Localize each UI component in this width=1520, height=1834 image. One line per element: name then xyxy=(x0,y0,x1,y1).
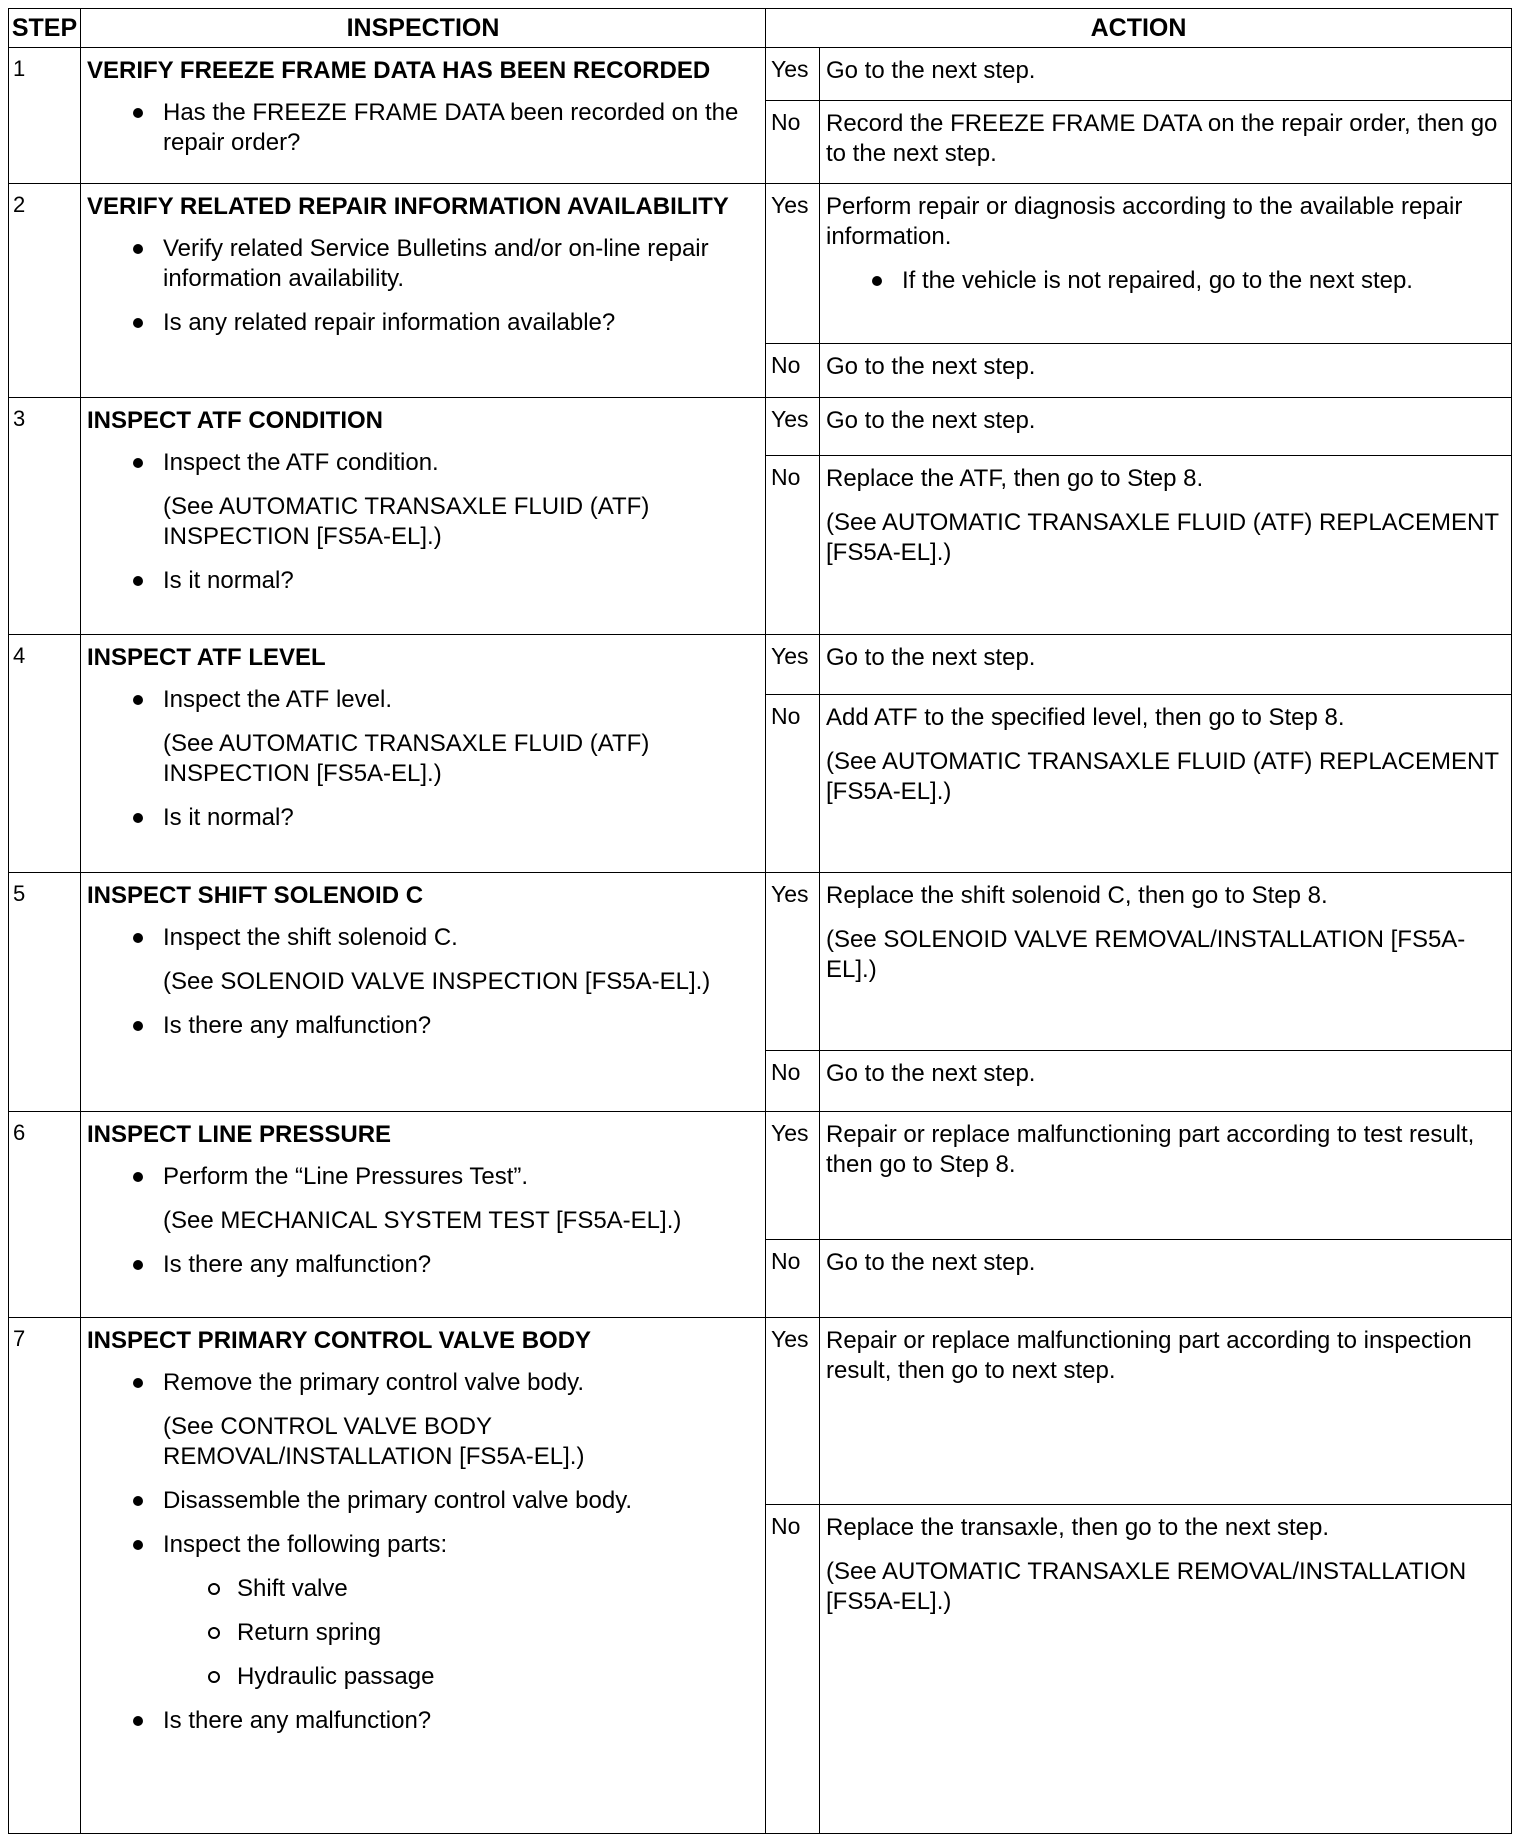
reference-text: (See MECHANICAL SYSTEM TEST [FS5A-EL].) xyxy=(163,1207,682,1234)
header-row xyxy=(9,9,1512,48)
no-label: No xyxy=(766,456,820,635)
sub-bullet: Return spring xyxy=(87,1618,753,1648)
bullet: Inspect the ATF level. xyxy=(87,685,753,715)
action-text: Replace the transaxle, then go to the next step. xyxy=(826,1514,1329,1541)
action-text: Go to the next step. xyxy=(826,1060,1036,1087)
header-action: ACTION xyxy=(766,9,1512,48)
step-number: 6 xyxy=(9,1112,81,1318)
step-3-yes-row xyxy=(9,398,1512,456)
yes-action xyxy=(820,398,1512,456)
sub-bullet: Hydraulic passage xyxy=(87,1662,753,1692)
diagnostic-procedure-sheet xyxy=(8,8,1511,1819)
yes-action xyxy=(820,1112,1512,1240)
no-label: No xyxy=(766,695,820,873)
action-text: Repair or replace malfunctioning part according to inspection result, then go to next step. xyxy=(826,1327,1472,1384)
bullet: Inspect the following parts: xyxy=(87,1530,753,1560)
no-action xyxy=(820,344,1512,398)
bullet: Perform the “Line Pressures Test”. xyxy=(87,1162,753,1192)
step-number: 1 xyxy=(9,48,81,184)
step-title: INSPECT PRIMARY CONTROL VALVE BODY xyxy=(87,1327,592,1354)
action-bullet: If the vehicle is not repaired, go to the next step. xyxy=(826,266,1505,296)
step-title: VERIFY RELATED REPAIR INFORMATION AVAILABILITY xyxy=(87,193,729,220)
no-label: No xyxy=(766,1051,820,1112)
action-text: Go to the next step. xyxy=(826,57,1036,84)
action-reference: (See AUTOMATIC TRANSAXLE FLUID (ATF) REPLACEMENT [FS5A-EL].) xyxy=(826,748,1499,805)
action-text: Go to the next step. xyxy=(826,353,1036,380)
step-7-inspection xyxy=(81,1318,766,1834)
no-label: No xyxy=(766,1240,820,1318)
action-text: Go to the next step. xyxy=(826,407,1036,434)
step-1-inspection xyxy=(81,48,766,184)
reference-text: (See AUTOMATIC TRANSAXLE FLUID (ATF) INSPECTION [FS5A-EL].) xyxy=(163,493,650,550)
question-bullet: Is there any malfunction? xyxy=(87,1011,753,1041)
question-bullet: Is any related repair information available? xyxy=(87,308,753,338)
yes-action xyxy=(820,48,1512,101)
yes-label: Yes xyxy=(766,873,820,1051)
step-7-yes-row xyxy=(9,1318,1512,1505)
no-label: No xyxy=(766,344,820,398)
yes-action xyxy=(820,184,1512,344)
step-3-inspection xyxy=(81,398,766,635)
header-inspection: INSPECTION xyxy=(81,9,766,48)
no-action xyxy=(820,1240,1512,1318)
yes-label: Yes xyxy=(766,635,820,695)
question-bullet: Is there any malfunction? xyxy=(87,1250,753,1280)
step-6-inspection xyxy=(81,1112,766,1318)
action-text: Replace the shift solenoid C, then go to Step 8. xyxy=(826,882,1328,909)
yes-label: Yes xyxy=(766,1318,820,1505)
step-2-yes-row xyxy=(9,184,1512,344)
step-2-inspection xyxy=(81,184,766,398)
action-text: Record the FREEZE FRAME DATA on the repair order, then go to the next step. xyxy=(826,110,1498,167)
action-text: Replace the ATF, then go to Step 8. xyxy=(826,465,1204,492)
question-bullet: Is it normal? xyxy=(87,803,753,833)
step-number: 3 xyxy=(9,398,81,635)
yes-label: Yes xyxy=(766,398,820,456)
reference-text: (See SOLENOID VALVE INSPECTION [FS5A-EL].) xyxy=(163,968,711,995)
no-action xyxy=(820,1051,1512,1112)
step-4-yes-row xyxy=(9,635,1512,695)
step-number: 7 xyxy=(9,1318,81,1834)
question-bullet: Has the FREEZE FRAME DATA been recorded on the repair order? xyxy=(87,98,753,158)
bullet: Inspect the ATF condition. xyxy=(87,448,753,478)
reference-text: (See AUTOMATIC TRANSAXLE FLUID (ATF) INSPECTION [FS5A-EL].) xyxy=(163,730,650,787)
bullet: Disassemble the primary control valve body. xyxy=(87,1486,753,1516)
action-text: Repair or replace malfunctioning part according to test result, then go to Step 8. xyxy=(826,1121,1475,1178)
yes-action xyxy=(820,1318,1512,1505)
reference-text: (See CONTROL VALVE BODY REMOVAL/INSTALLATION [FS5A-EL].) xyxy=(163,1413,585,1470)
bullet: Inspect the shift solenoid C. xyxy=(87,923,753,953)
yes-label: Yes xyxy=(766,184,820,344)
step-title: INSPECT SHIFT SOLENOID C xyxy=(87,882,424,909)
step-title: VERIFY FREEZE FRAME DATA HAS BEEN RECORDED xyxy=(87,57,711,84)
yes-action xyxy=(820,635,1512,695)
no-action xyxy=(820,101,1512,184)
question-bullet: Is it normal? xyxy=(87,566,753,596)
action-reference: (See AUTOMATIC TRANSAXLE REMOVAL/INSTALLATION [FS5A-EL].) xyxy=(826,1558,1467,1615)
diagnostic-table xyxy=(8,8,1512,1834)
step-title: INSPECT LINE PRESSURE xyxy=(87,1121,392,1148)
question-bullet: Is there any malfunction? xyxy=(87,1706,753,1736)
step-title: INSPECT ATF LEVEL xyxy=(87,644,326,671)
step-title: INSPECT ATF CONDITION xyxy=(87,407,383,434)
no-action xyxy=(820,695,1512,873)
action-text: Go to the next step. xyxy=(826,1249,1036,1276)
yes-label: Yes xyxy=(766,1112,820,1240)
step-number: 2 xyxy=(9,184,81,398)
action-reference: (See SOLENOID VALVE REMOVAL/INSTALLATION [FS5A-EL].) xyxy=(826,926,1466,983)
step-1-yes-row xyxy=(9,48,1512,101)
yes-label: Yes xyxy=(766,48,820,101)
no-action xyxy=(820,1505,1512,1834)
no-action xyxy=(820,456,1512,635)
no-label: No xyxy=(766,101,820,184)
header-step: STEP xyxy=(9,9,81,48)
step-5-inspection xyxy=(81,873,766,1112)
step-6-yes-row xyxy=(9,1112,1512,1240)
action-text: Go to the next step. xyxy=(826,644,1036,671)
step-number: 4 xyxy=(9,635,81,873)
yes-action xyxy=(820,873,1512,1051)
step-number: 5 xyxy=(9,873,81,1112)
bullet: Verify related Service Bulletins and/or on-line repair information availability. xyxy=(87,234,753,294)
sub-bullet: Shift valve xyxy=(87,1574,753,1604)
action-text: Perform repair or diagnosis according to the available repair information. xyxy=(826,193,1463,250)
step-4-inspection xyxy=(81,635,766,873)
action-text: Add ATF to the specified level, then go to Step 8. xyxy=(826,704,1345,731)
step-5-yes-row xyxy=(9,873,1512,1051)
no-label: No xyxy=(766,1505,820,1834)
bullet: Remove the primary control valve body. xyxy=(87,1368,753,1398)
action-reference: (See AUTOMATIC TRANSAXLE FLUID (ATF) REPLACEMENT [FS5A-EL].) xyxy=(826,509,1499,566)
